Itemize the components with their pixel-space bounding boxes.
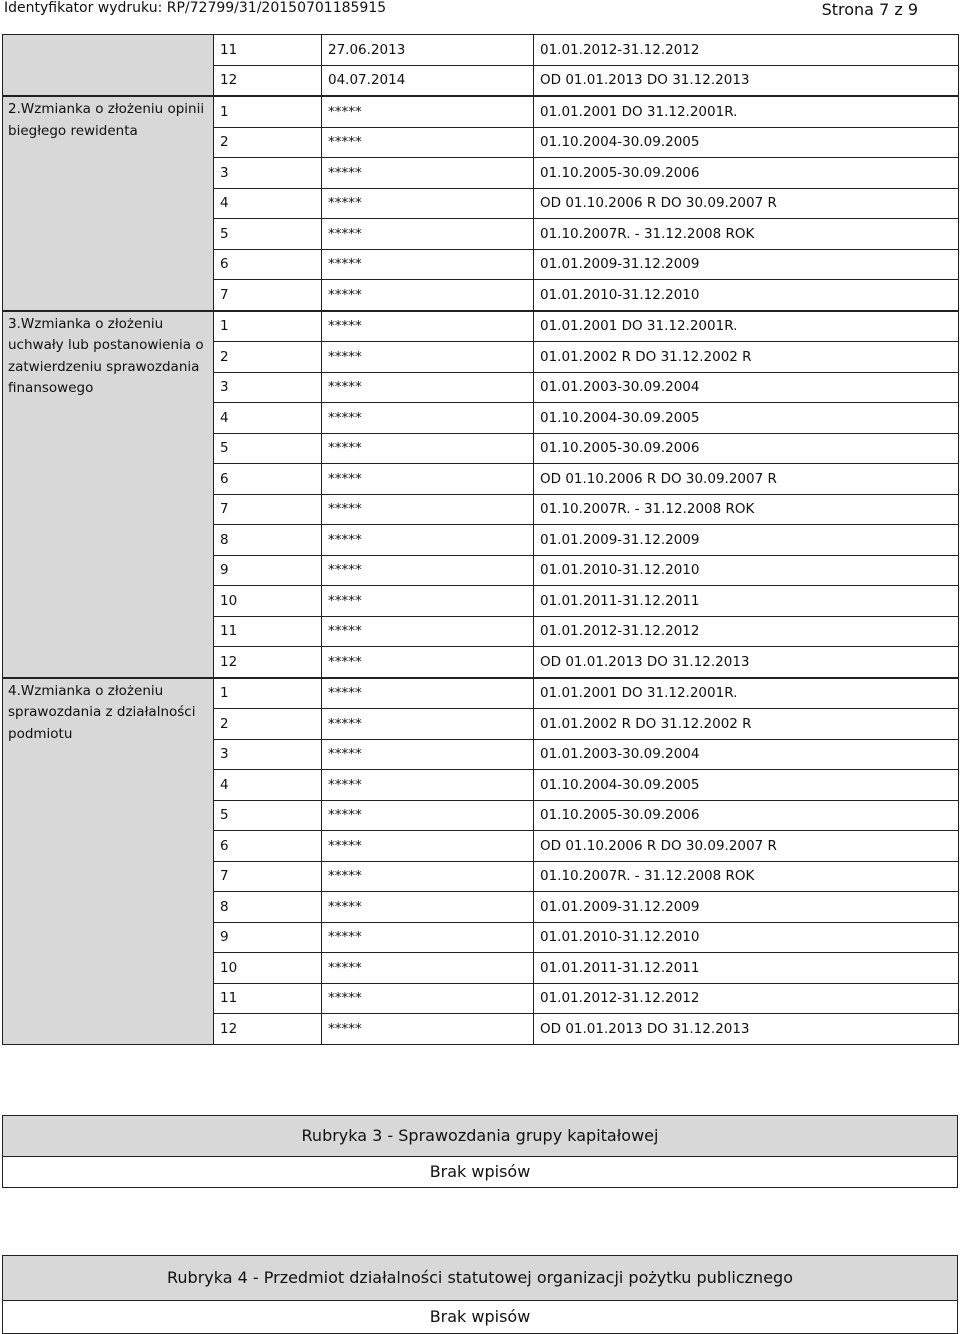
row-period: 01.10.2007R. - 31.12.2008 ROK — [534, 861, 959, 892]
row-value: ***** — [322, 464, 534, 495]
row-period: 01.01.2010-31.12.2010 — [534, 922, 959, 953]
row-value: ***** — [322, 249, 534, 280]
row-value: ***** — [322, 219, 534, 250]
row-value: ***** — [322, 647, 534, 678]
row-number: 11 — [214, 983, 322, 1014]
row-value: ***** — [322, 770, 534, 801]
row-number: 3 — [214, 739, 322, 770]
row-period: 01.01.2001 DO 31.12.2001R. — [534, 311, 959, 342]
row-period: 01.10.2004-30.09.2005 — [534, 770, 959, 801]
row-value: ***** — [322, 800, 534, 831]
page-number: Strona 7 z 9 — [821, 0, 918, 19]
row-period: OD 01.01.2013 DO 31.12.2013 — [534, 65, 959, 96]
row-value: ***** — [322, 403, 534, 434]
row-value: ***** — [322, 739, 534, 770]
row-value: ***** — [322, 586, 534, 617]
row-number: 12 — [214, 1014, 322, 1045]
row-value: ***** — [322, 280, 534, 311]
row-number: 1 — [214, 678, 322, 709]
row-number: 6 — [214, 464, 322, 495]
row-period: 01.01.2010-31.12.2010 — [534, 280, 959, 311]
row-period: 01.01.2011-31.12.2011 — [534, 953, 959, 984]
row-period: 01.01.2010-31.12.2010 — [534, 555, 959, 586]
row-period: 01.01.2001 DO 31.12.2001R. — [534, 678, 959, 709]
group-label: 4.Wzmianka o złożeniu sprawozdania z działalności podmiotu — [3, 678, 214, 1045]
row-period: 01.10.2005-30.09.2006 — [534, 800, 959, 831]
row-number: 11 — [214, 35, 322, 66]
row-period: 01.10.2007R. - 31.12.2008 ROK — [534, 494, 959, 525]
row-number: 3 — [214, 158, 322, 189]
row-period: OD 01.01.2013 DO 31.12.2013 — [534, 647, 959, 678]
row-value: ***** — [322, 861, 534, 892]
section-title: Rubryka 3 - Sprawozdania grupy kapitałowej — [3, 1116, 957, 1157]
row-value: 27.06.2013 — [322, 35, 534, 66]
row-value: 04.07.2014 — [322, 65, 534, 96]
row-value: ***** — [322, 616, 534, 647]
row-value: ***** — [322, 892, 534, 923]
row-value: ***** — [322, 158, 534, 189]
row-value: ***** — [322, 96, 534, 127]
row-number: 9 — [214, 555, 322, 586]
row-value: ***** — [322, 433, 534, 464]
row-number: 6 — [214, 249, 322, 280]
row-number: 7 — [214, 861, 322, 892]
row-value: ***** — [322, 983, 534, 1014]
row-number: 7 — [214, 280, 322, 311]
row-number: 10 — [214, 953, 322, 984]
row-number: 8 — [214, 892, 322, 923]
filings-table-body — [3, 35, 959, 1045]
row-value: ***** — [322, 372, 534, 403]
group-label-empty — [3, 35, 214, 97]
row-number: 2 — [214, 342, 322, 373]
row-period: OD 01.10.2006 R DO 30.09.2007 R — [534, 464, 959, 495]
row-value: ***** — [322, 127, 534, 158]
row-period: 01.01.2011-31.12.2011 — [534, 586, 959, 617]
row-number: 2 — [214, 127, 322, 158]
row-period: 01.01.2001 DO 31.12.2001R. — [534, 96, 959, 127]
row-number: 10 — [214, 586, 322, 617]
row-period: 01.01.2009-31.12.2009 — [534, 525, 959, 556]
row-period: 01.01.2002 R DO 31.12.2002 R — [534, 709, 959, 740]
row-value: ***** — [322, 953, 534, 984]
row-number: 6 — [214, 831, 322, 862]
row-period: 01.01.2003-30.09.2004 — [534, 372, 959, 403]
row-value: ***** — [322, 678, 534, 709]
group-label: 2.Wzmianka o złożeniu opinii biegłego rewidenta — [3, 96, 214, 311]
row-value: ***** — [322, 831, 534, 862]
row-value: ***** — [322, 342, 534, 373]
section-empty-note: Brak wpisów — [429, 1162, 531, 1181]
row-value: ***** — [322, 1014, 534, 1045]
row-number: 7 — [214, 494, 322, 525]
row-period: OD 01.10.2006 R DO 30.09.2007 R — [534, 188, 959, 219]
row-number: 8 — [214, 525, 322, 556]
row-period: 01.10.2004-30.09.2005 — [534, 403, 959, 434]
table-row — [3, 35, 959, 66]
row-number: 9 — [214, 922, 322, 953]
section-rubryka-4 — [2, 1255, 958, 1334]
row-period: OD 01.01.2013 DO 31.12.2013 — [534, 1014, 959, 1045]
section-title: Rubryka 4 - Przedmiot działalności statutowej organizacji pożytku publicznego — [3, 1256, 957, 1301]
row-value: ***** — [322, 188, 534, 219]
row-number: 4 — [214, 403, 322, 434]
row-period: 01.01.2002 R DO 31.12.2002 R — [534, 342, 959, 373]
row-value: ***** — [322, 311, 534, 342]
table-row — [3, 678, 959, 709]
row-period: OD 01.10.2006 R DO 30.09.2007 R — [534, 831, 959, 862]
row-number: 2 — [214, 709, 322, 740]
row-value: ***** — [322, 494, 534, 525]
row-number: 1 — [214, 311, 322, 342]
row-period: 01.01.2012-31.12.2012 — [534, 616, 959, 647]
print-identifier: Identyfikator wydruku: RP/72799/31/20150701185915 — [4, 0, 387, 16]
row-period: 01.01.2012-31.12.2012 — [534, 35, 959, 66]
row-number: 1 — [214, 96, 322, 127]
table-row — [3, 311, 959, 342]
row-value: ***** — [322, 709, 534, 740]
row-number: 4 — [214, 188, 322, 219]
row-period: 01.10.2005-30.09.2006 — [534, 433, 959, 464]
section-empty-note: Brak wpisów — [429, 1307, 531, 1326]
row-period: 01.01.2003-30.09.2004 — [534, 739, 959, 770]
row-number: 4 — [214, 770, 322, 801]
row-number: 11 — [214, 616, 322, 647]
row-value: ***** — [322, 922, 534, 953]
row-period: 01.10.2007R. - 31.12.2008 ROK — [534, 219, 959, 250]
table-row — [3, 96, 959, 127]
group-label: 3.Wzmianka o złożeniu uchwały lub postanowienia o zatwierdzeniu sprawozdania finansowego — [3, 311, 214, 678]
row-period: 01.01.2012-31.12.2012 — [534, 983, 959, 1014]
row-period: 01.01.2009-31.12.2009 — [534, 249, 959, 280]
row-period: 01.01.2009-31.12.2009 — [534, 892, 959, 923]
row-value: ***** — [322, 525, 534, 556]
row-number: 5 — [214, 800, 322, 831]
row-value: ***** — [322, 555, 534, 586]
row-number: 5 — [214, 219, 322, 250]
row-period: 01.10.2005-30.09.2006 — [534, 158, 959, 189]
row-number: 12 — [214, 647, 322, 678]
row-number: 5 — [214, 433, 322, 464]
row-period: 01.10.2004-30.09.2005 — [534, 127, 959, 158]
section-rubryka-3 — [2, 1115, 958, 1188]
row-number: 12 — [214, 65, 322, 96]
filings-table — [2, 34, 959, 1045]
row-number: 3 — [214, 372, 322, 403]
